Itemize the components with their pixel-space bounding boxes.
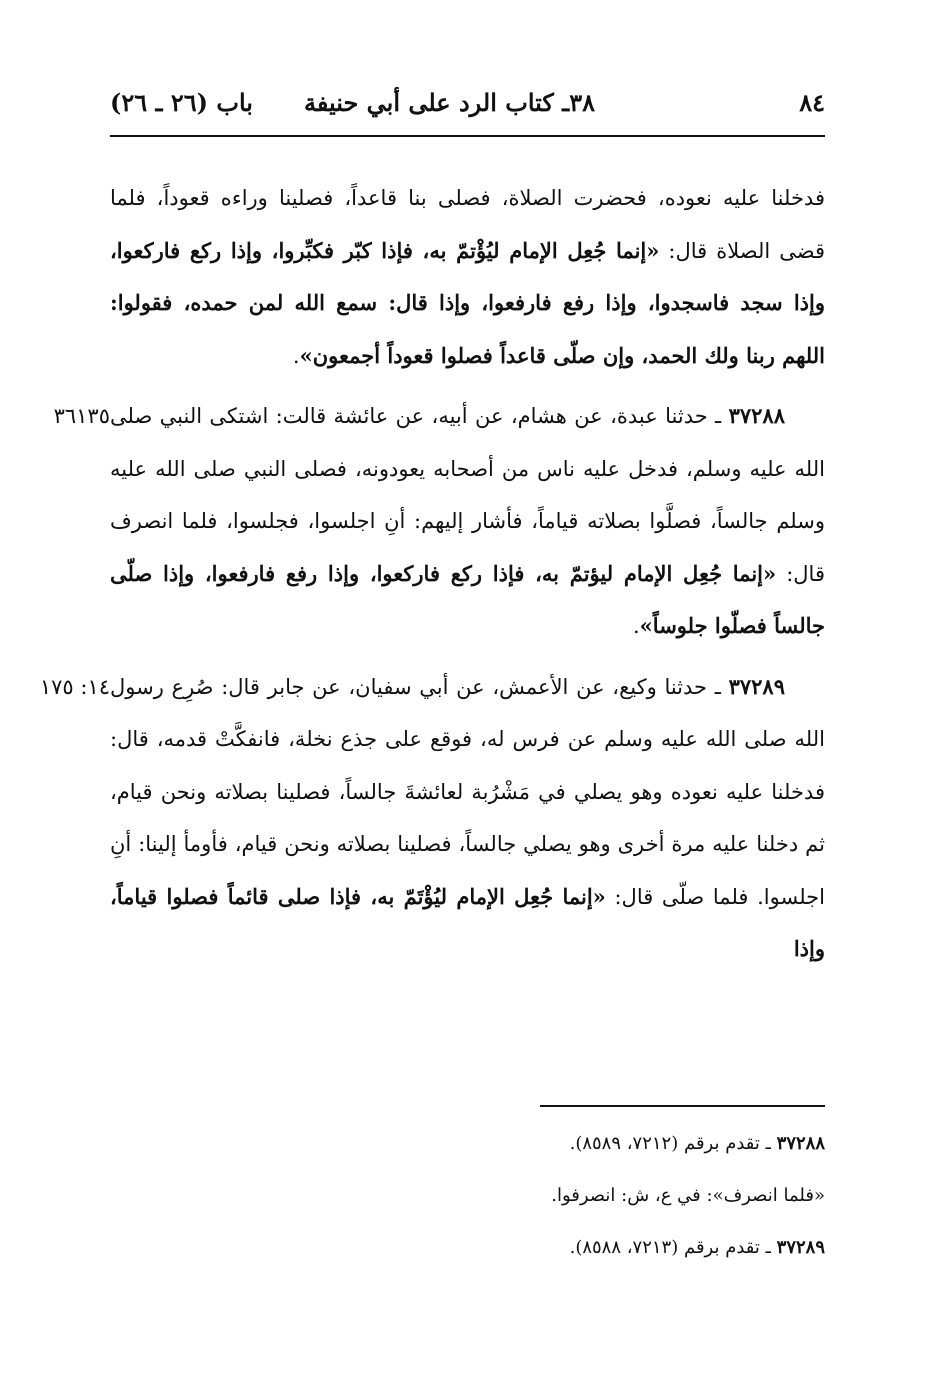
text-segment: ـ حدثنا وكيع، عن الأعمش، عن أبي سفيان، عن جابر قال: صُرِع رسول الله صلى الله عليه وسلم عن فرس له، فوقع على جذع نخلة، فانفكَّتْ قدمه، قال: فدخلنا عليه نعوده وهو يصلي في مَشْرُبة لعائشةَ جالساً، فصلينا بصلاته ونحن قيام، ثم دخلنا عليه مرة أخرى وهو يصلي جالساً، فصلينا بصلاته ونحن قيام، فأومأ إلينا: أنِ اجلسوا. فلما صلّى قال: [110, 674, 825, 909]
footnote-text: ـ تقدم برقم (٧٢١٣، ٨٥٨٨). [569, 1237, 771, 1258]
paragraph-continuation [110, 172, 825, 382]
page-number: ٨٤ [799, 88, 825, 117]
footnote-text: «فلما انصرف»: في ع، ش: انصرفوا. [551, 1185, 825, 1206]
text-segment: فدخلنا عليه نعوده، فحضرت الصلاة، فصلى بنا قاعداً، فصلينا وراءه قعوداً، فلما قضى الصلاة قال: [110, 186, 825, 263]
hadith-paragraph [39, 661, 825, 976]
hadith-number: ٣٧٢٨٩ [728, 673, 785, 699]
header-rule [110, 135, 825, 137]
footnote-separator [540, 1105, 825, 1107]
hadith-quote: «إنما جُعِل الإمام ليؤتمّ به، فإذا ركع فاركعوا، وإذا رفع فارفعوا، وإذا صلّى جالساً فصلّوا جلوساً» [110, 560, 825, 638]
hadith-number: ٣٧٢٨٨ [728, 403, 785, 428]
footnote-number: ٣٧٢٨٩ [776, 1237, 825, 1258]
chapter-label: باب (٢٦ ـ ٢٦) [110, 88, 253, 117]
text-segment: . [292, 343, 300, 368]
footnotes [110, 1128, 825, 1284]
footnote [110, 1180, 825, 1212]
book-title: ٣٨ـ كتاب الرد على أبي حنيفة [303, 88, 595, 117]
footnote-text: ـ تقدم برقم (٧٢١٢، ٨٥٨٩). [569, 1133, 771, 1154]
hadith-quote: «إنما جُعِل الإمام ليُؤْتَمّ به، فإذا صلى قائماً فصلوا قياماً، وإذا [110, 883, 825, 961]
footnote [110, 1128, 825, 1160]
text-segment: . [632, 614, 640, 638]
hadith-paragraph [53, 390, 825, 653]
main-text [39, 172, 825, 976]
margin-reference: ١٤: ١٧٥ [39, 674, 110, 699]
footnote-number: ٣٧٢٨٨ [776, 1133, 825, 1154]
hadith-quote: «إنما جُعِل الإمام ليُؤْتمّ به، فإذا كبّر فكبِّروا، وإذا ركع فاركعوا، وإذا سجد فاسجدوا، وإذا رفع فارفعوا، وإذا قال: سمع الله لمن حمده، فقولوا: اللهم ربنا ولك الحمد، وإن صلّى قاعداً فصلوا قعوداً أجمعون» [110, 237, 825, 368]
margin-reference: ٣٦١٣٥ [53, 404, 110, 428]
footnote [110, 1232, 825, 1264]
running-header [110, 88, 825, 124]
text-segment: ـ حدثنا عبدة، عن هشام، عن أبيه، عن عائشة قالت: اشتكى النبي صلى الله عليه وسلم، فدخل عليه ناس من أصحابه يعودونه، فصلى النبي صلى الله عليه وسلم جالساً، فصلَّوا بصلاته قياماً، فأشار إليهم: أنِ اجلسوا، فجلسوا، فلما انصرف قال: [110, 404, 825, 586]
